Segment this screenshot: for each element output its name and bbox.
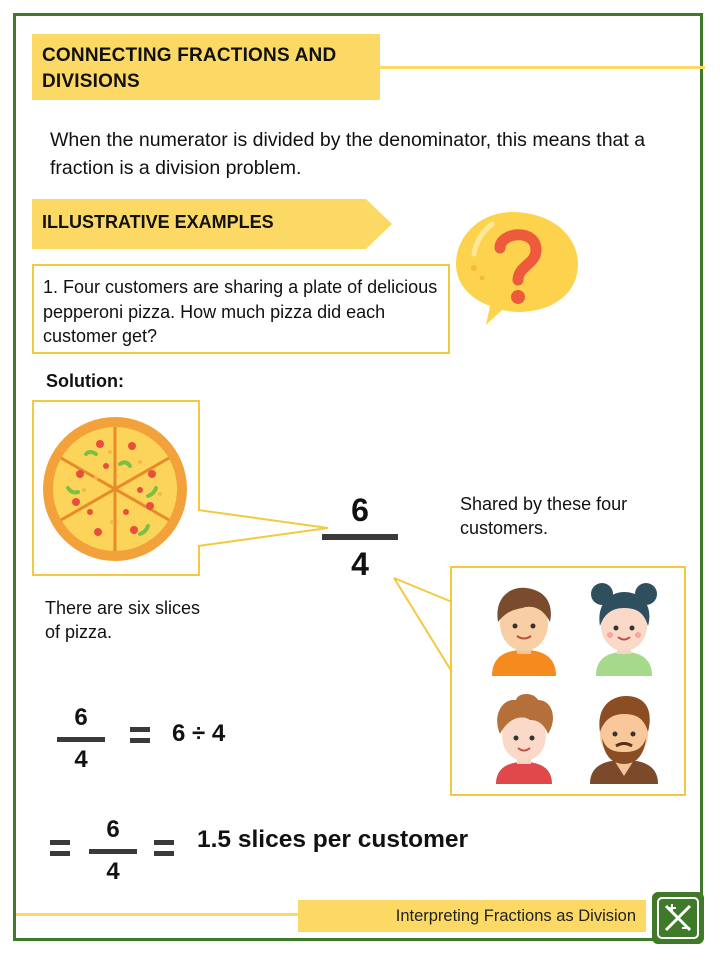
- customers-callout-tail: [392, 576, 454, 674]
- equation2-fraction: [87, 816, 139, 886]
- main-fraction-denominator: 4: [351, 546, 369, 582]
- equation2-result: 1.5 slices per customer: [197, 826, 469, 853]
- pizza-icon: [40, 414, 190, 564]
- examples-label: ILLUSTRATIVE EXAMPLES: [42, 212, 274, 232]
- equation2-leading-equals-sign: [50, 840, 70, 862]
- equation2-equals-sign: [154, 840, 174, 862]
- math-logo: [652, 892, 704, 944]
- six-slices-text: There are six slices of pizza.: [45, 598, 201, 642]
- bearded-man-face-icon: [582, 690, 666, 784]
- footer-rule: [16, 913, 316, 916]
- main-fraction: [320, 492, 400, 582]
- customers-frame: [450, 566, 686, 796]
- boy-face-icon: [482, 582, 566, 676]
- equation2-numerator: 6: [106, 816, 120, 843]
- footer-title: Interpreting Fractions as Division: [298, 900, 646, 932]
- equation1-denominator: 4: [74, 746, 88, 773]
- girl-face-icon: [582, 582, 666, 676]
- main-fraction-numerator: 6: [351, 492, 369, 528]
- solution-label: Solution:: [46, 371, 124, 391]
- equation1-fraction: [55, 704, 107, 774]
- math-logo-icon: [652, 892, 704, 944]
- pizza-callout-tail: [198, 508, 330, 550]
- heading-rule: [380, 66, 705, 69]
- intro-text: When the numerator is divided by the denominator, this means that a fraction is a division problem.: [50, 129, 646, 179]
- equation1-result: 6 ÷ 4: [172, 720, 226, 747]
- equation1-equals-sign: [130, 727, 150, 749]
- equation1-numerator: 6: [74, 704, 88, 731]
- section-heading: [32, 34, 380, 100]
- shared-text: Shared by these four customers.: [460, 494, 628, 538]
- main-fraction-bar: [322, 534, 398, 540]
- equation2-bar: [89, 849, 137, 854]
- heading-line-2: DIVISIONS: [42, 71, 140, 92]
- pizza-frame: [32, 400, 200, 576]
- curly-boy-face-icon: [482, 690, 566, 784]
- question-bubble-icon: [452, 208, 582, 328]
- question-box: 1. Four customers are sharing a plate of delicious pepperoni pizza. How much pizza did each customer get?: [32, 264, 450, 354]
- equation2-denominator: 4: [106, 858, 120, 885]
- heading-line-1: CONNECTING FRACTIONS AND: [42, 45, 337, 66]
- equation1-bar: [57, 737, 105, 742]
